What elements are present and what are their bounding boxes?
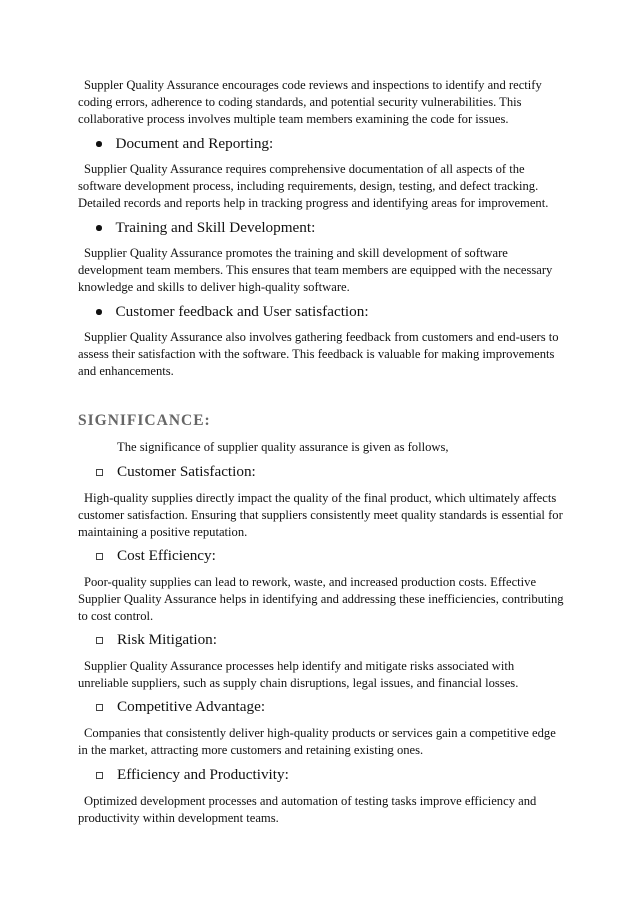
bullet-label: Efficiency and Productivity: [117,766,289,783]
paragraph-customer-satisfaction: High-quality supplies directly impact the quality of the final product, which ultimately affects customer satisfaction. Ensuring that suppliers consistently meet quality standards is essential for maintaining a positive reputation. [78,491,563,539]
paragraph-risk-mitigation: Supplier Quality Assurance processes help identify and mitigate risks associated with unreliable suppliers, such as supply chain disruptions, legal issues, and financial losses. [78,659,519,690]
bullet-label: Customer Satisfaction: [117,463,256,480]
square-bullet-icon [96,772,103,779]
bullet-label: Document and Reporting: [115,135,274,152]
square-bullet-icon [96,704,103,711]
paragraph-feedback: Supplier Quality Assurance also involves gathering feedback from customers and end-users to assess their satisfaction with the software. This feedback is valuable for making improvements and enhancements. [78,330,559,378]
bullet-label: Customer feedback and User satisfaction: [115,303,369,320]
paragraph-code-reviews: Suppler Quality Assurance encourages code reviews and inspections to identify and rectify coding errors, adherence to coding standards, and potential security vulnerabilities. This collaborative process involves multiple team members examining the code for issues. [78,78,542,126]
bullet-label: Risk Mitigation: [117,631,217,648]
bullet-customer-satisfaction [96,462,256,482]
bullet-competitive-advantage [96,697,265,717]
bullet-cost-efficiency [96,546,216,566]
paragraph-cost-efficiency: Poor-quality supplies can lead to rework, waste, and increased production costs. Effective Supplier Quality Assurance helps in identifying and addressing these inefficiencies, contributing to cost control. [78,575,564,623]
bullet-label: Competitive Advantage: [117,698,266,715]
paragraph-competitive-advantage: Companies that consistently deliver high-quality products or services gain a competitive edge in the market, attracting more customers and retaining existing ones. [78,726,556,757]
bullet-efficiency-productivity [96,765,289,785]
paragraph-documentation: Supplier Quality Assurance requires comprehensive documentation of all aspects of the software development process, including requirements, design, testing, and defect tracking. Detailed records and reports help in tracking progress and identifying areas for improvement. [78,162,549,210]
paragraph-efficiency-productivity: Optimized development processes and automation of testing tasks improve efficiency and productivity within development teams. [78,794,537,825]
bullet-document-reporting [96,134,273,154]
square-bullet-icon [96,553,103,560]
bullet-risk-mitigation [96,630,217,650]
bullet-training [96,218,315,238]
square-bullet-icon [96,469,103,476]
square-bullet-icon [96,637,103,644]
bullet-dot-icon [96,225,102,231]
bullet-customer-feedback [96,302,369,322]
section-heading-significance: SIGNIFICANCE: [78,412,211,429]
significance-intro: The significance of supplier quality assurance is given as follows, [117,440,449,454]
bullet-label: Cost Efficiency: [117,547,216,564]
bullet-dot-icon [96,309,102,315]
paragraph-training: Supplier Quality Assurance promotes the training and skill development of software development team members. This ensures that team members are equipped with the necessary knowledge and skills to deliver high-quality software. [78,246,553,294]
bullet-label: Training and Skill Development: [115,219,316,236]
bullet-dot-icon [96,141,102,147]
